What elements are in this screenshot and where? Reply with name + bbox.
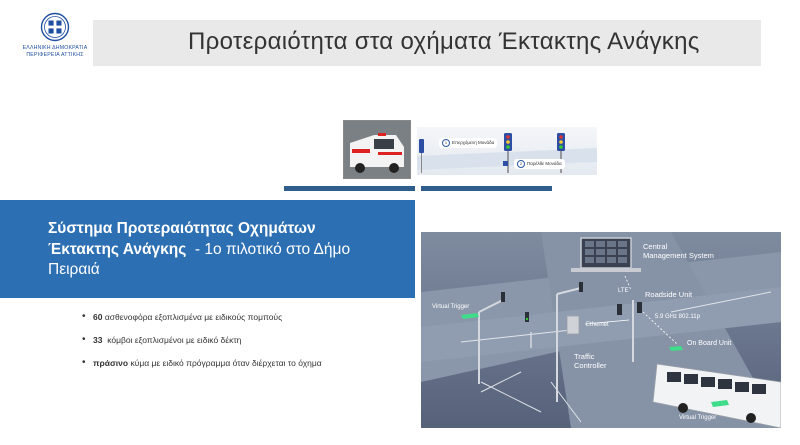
panel-heading-rest: - 1ο πιλοτικό στο Δήμο — [186, 241, 351, 258]
road-strip — [417, 127, 597, 175]
panel-heading-line-3: Πειραιά — [48, 261, 100, 278]
lte-label: LTE — [618, 288, 629, 294]
roadside-unit-label: Roadside Unit — [645, 290, 693, 299]
list-item — [80, 358, 410, 381]
central-label: Central — [643, 242, 668, 251]
fact-text: κόμβοι εξοπλισμένοι με ειδικό δέκτη — [102, 335, 242, 345]
panel-heading-line-1: Σύστημα Προτεραιότητας Οχημάτων — [48, 220, 316, 237]
passing-unit-label — [514, 159, 565, 169]
page-title: Προτεραιότητα στα οχήματα Έκτακτης Ανάγκης — [188, 28, 700, 55]
signal-priority-illustration — [340, 117, 600, 195]
logo-line-2: ΠΕΡΙΦΕΡΕΙΑ ΑΤΤΙΚΗΣ — [26, 52, 84, 58]
label-number: 2 — [517, 160, 525, 168]
fact-text: κύμα με ειδικό πρόγραμμα όταν διέρχεται το όχημα — [128, 358, 322, 368]
controller-label: Controller — [574, 361, 607, 370]
greek-emblem-icon — [40, 12, 70, 42]
label-number: 1 — [442, 139, 450, 147]
intersection-illustration — [421, 232, 781, 428]
panel-heading-line-2 — [48, 241, 350, 259]
fact-number: 33 — [93, 335, 103, 345]
list-item — [80, 312, 410, 335]
title-band — [93, 20, 761, 66]
traffic-label: Traffic — [574, 352, 595, 361]
intersection-diagram — [421, 232, 781, 428]
virtual-trigger-label-1: Virtual Trigger — [432, 304, 470, 310]
region-logo — [14, 12, 96, 59]
logo-line-1: ΕΛΛΗΝΙΚΗ ΔΗΜΟΚΡΑΤΙΑ — [22, 45, 88, 51]
on-board-unit-label: On Board Unit — [687, 340, 732, 347]
passing-unit-text: Παρέλθε Μονάδα — [527, 161, 562, 166]
accent-bar-right — [421, 186, 552, 191]
panel-heading-bold: Έκτακτης Ανάγκης — [48, 241, 187, 258]
incoming-unit-label — [439, 138, 497, 148]
virtual-trigger-label-2: Virtual Trigger — [679, 415, 717, 421]
incoming-unit-text: Επερχόμενη Μονάδα — [452, 140, 495, 145]
management-label: Management System — [643, 251, 714, 260]
ambulance-photo — [343, 120, 411, 179]
fact-number: πράσινο — [93, 358, 129, 368]
ambulance-icon — [344, 121, 410, 178]
facts-list — [80, 312, 410, 381]
fact-text: ασθενοφόρα εξοπλισμένα με ειδικούς πομπούς — [102, 312, 283, 322]
list-item — [80, 335, 410, 358]
road-illustration — [417, 127, 597, 175]
accent-bar-left — [284, 186, 415, 191]
ethernet-label: Ethernet — [586, 322, 609, 328]
frequency-label: 5.9 GHz 802.11p — [655, 314, 700, 320]
fact-number: 60 — [93, 312, 103, 322]
system-panel — [0, 200, 415, 298]
